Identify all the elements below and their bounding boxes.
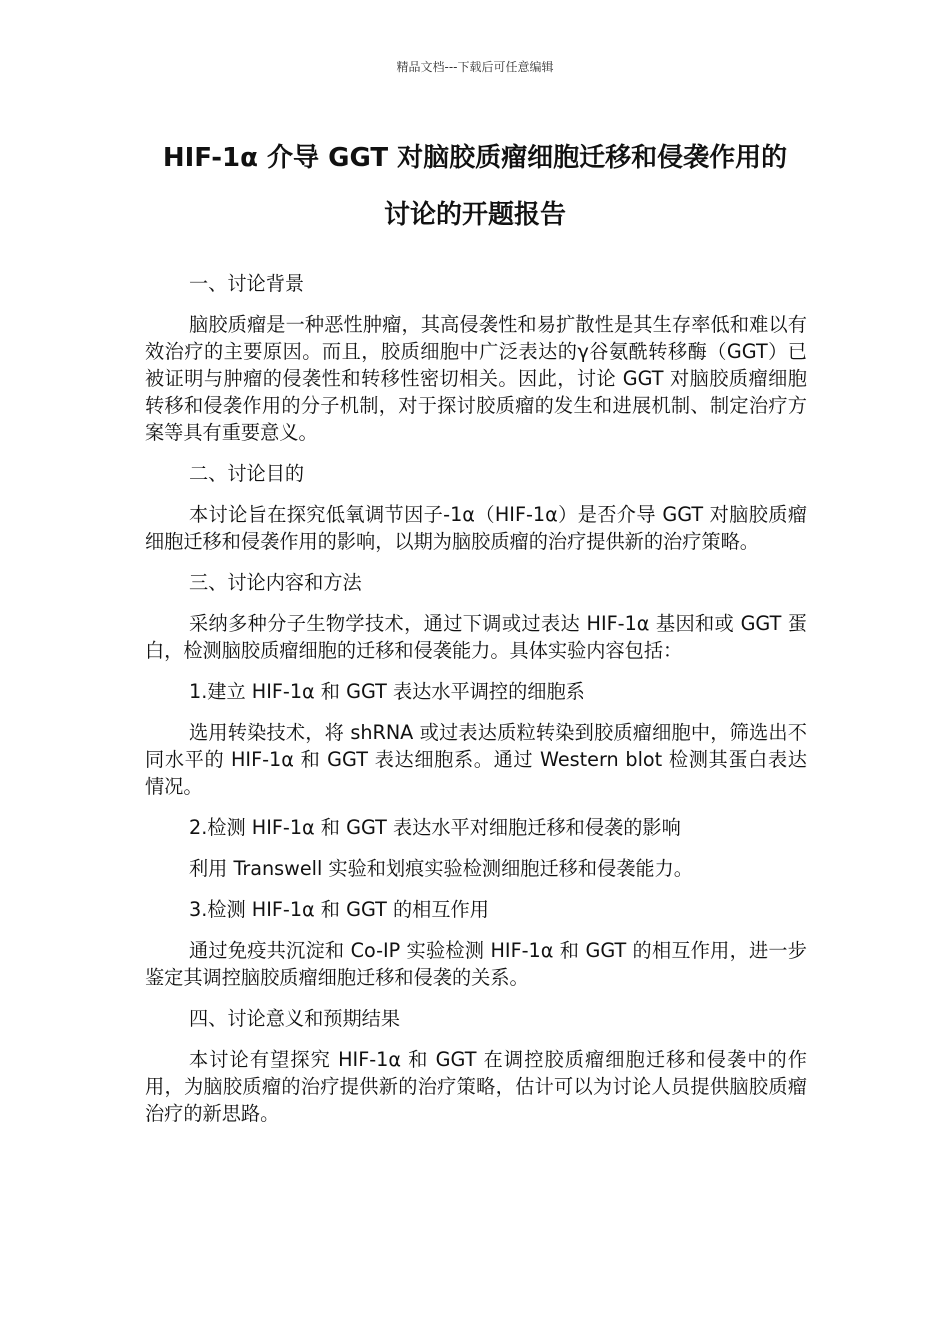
section-heading-background: 一、讨论背景 [189, 272, 305, 295]
paragraph-background: 脑胶质瘤是一种恶性肿瘤，其高侵袭性和易扩散性是其生存率低和难以有效治疗的主要原因。而且，胶质细胞中广泛表达的γ谷氨酰转移酶（GGT）已被证明与肿瘤的侵袭性和转移性密切相关。因此，讨论 GGT 对脑胶质瘤细胞转移和侵袭作用的分子机制，对于探讨胶质瘤的发生和进展机制、制定治疗方案等具有重要意义。 [145, 313, 807, 444]
section-heading-methods: 三、讨论内容和方法 [189, 571, 362, 594]
subheading-interaction: 3.检测 HIF-1α 和 GGT 的相互作用 [189, 898, 489, 921]
paragraph-significance: 本讨论有望探究 HIF-1α 和 GGT 在调控胶质瘤细胞迁移和侵袭中的作用，为脑胶质瘤的治疗提供新的治疗策略，估计可以为讨论人员提供脑胶质瘤治疗的新思路。 [145, 1048, 807, 1125]
subheading-cell-lines: 1.建立 HIF-1α 和 GGT 表达水平调控的细胞系 [189, 680, 585, 703]
section-heading-significance: 四、讨论意义和预期结果 [189, 1007, 401, 1030]
document-title [100, 130, 850, 244]
subheading-migration-invasion: 2.检测 HIF-1α 和 GGT 表达水平对细胞迁移和侵袭的影响 [189, 816, 681, 839]
paragraph-cell-lines: 选用转染技术，将 shRNA 或过表达质粒转染到胶质瘤细胞中，筛选出不同水平的 HIF-1α 和 GGT 表达细胞系。通过 Western blot 检测其蛋白表达情况。 [145, 721, 807, 798]
section-heading-purpose: 二、讨论目的 [189, 462, 305, 485]
paragraph-methods-intro: 采纳多种分子生物学技术，通过下调或过表达 HIF-1α 基因和或 GGT 蛋白，检测脑胶质瘤细胞的迁移和侵袭能力。具体实验内容包括： [145, 612, 807, 662]
document-body [145, 270, 807, 1141]
document-title-line-2: 讨论的开题报告 [383, 200, 566, 230]
document-title-line-1: HIF-1α 介导 GGT 对脑胶质瘤细胞迁移和侵袭作用的 [162, 143, 788, 173]
page-header-note: 精品文档---下载后可任意编辑 [396, 60, 554, 74]
paragraph-interaction: 通过免疫共沉淀和 Co-IP 实验检测 HIF-1α 和 GGT 的相互作用，进一步鉴定其调控脑胶质瘤细胞迁移和侵袭的关系。 [145, 939, 807, 989]
paragraph-purpose: 本讨论旨在探究低氧调节因子-1α（HIF-1α）是否介导 GGT 对脑胶质瘤细胞迁移和侵袭作用的影响，以期为脑胶质瘤的治疗提供新的治疗策略。 [145, 503, 807, 553]
paragraph-migration-invasion: 利用 Transwell 实验和划痕实验检测细胞迁移和侵袭能力。 [189, 857, 693, 880]
